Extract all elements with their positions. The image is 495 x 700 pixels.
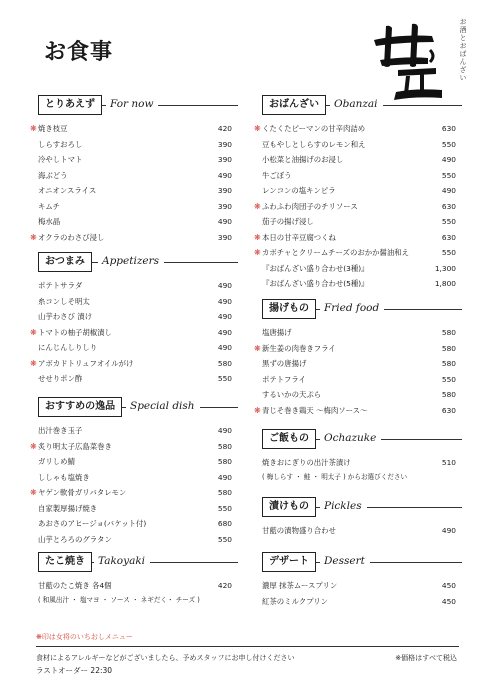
section-toriaezu (30, 95, 238, 245)
menu-item (262, 325, 462, 341)
recommend-mark-icon: ❋ (254, 405, 261, 415)
section-label: 揚げもの (262, 299, 316, 319)
menu-item-price: 630 (441, 201, 456, 211)
menu-item-price: 490 (217, 217, 232, 226)
menu-item-name: オニオンスライス (38, 186, 97, 195)
menu-item-name: くたくたピーマンの甘辛肉詰め (262, 124, 366, 133)
section-tsukemono (262, 497, 462, 539)
menu-item (262, 356, 462, 372)
menu-item-price: 580 (217, 457, 232, 466)
menu-item-name: 海ぶどう (38, 170, 68, 180)
menu-item-name: 本日の甘辛豆腐つくね (262, 232, 336, 242)
menu-item-name: レンコンの塩キンピラ (262, 186, 336, 195)
menu-item-price: 490 (217, 327, 232, 337)
menu-item-price: 390 (217, 186, 232, 195)
menu-item (262, 183, 462, 199)
menu-item-price: 490 (441, 526, 456, 535)
recommend-mark-icon: ❋ (30, 327, 37, 337)
menu-item-name: ヤゲン軟骨ガリバタレモン (38, 488, 127, 497)
menu-item-name: ポテトフライ (262, 374, 306, 384)
menu-item (30, 121, 238, 137)
menu-item-price: 390 (217, 201, 232, 211)
footer-divider (36, 646, 459, 647)
menu-item (262, 168, 462, 184)
recommend-mark-icon: ❋ (254, 201, 261, 211)
menu-item-price: 390 (217, 155, 232, 164)
item-list (262, 523, 462, 539)
menu-item (262, 387, 462, 403)
menu-item-name: 山芋とろろのグラタン (38, 534, 112, 544)
section-en-label: For now (106, 97, 158, 112)
menu-item-price: 550 (441, 248, 456, 257)
recommend-note: ❋印は女将のいちおしメニュー (36, 633, 133, 641)
menu-item (30, 356, 238, 372)
menu-item-price: 580 (441, 328, 456, 337)
menu-item (38, 168, 238, 184)
menu-item-price: 420 (217, 581, 232, 590)
recommend-mark-icon: ❋ (254, 248, 261, 257)
menu-item-name: 甘藍の漬物盛り合わせ (262, 526, 336, 535)
menu-item (38, 152, 238, 168)
menu-item (254, 121, 462, 137)
menu-item-price: 550 (441, 217, 456, 226)
menu-item-price: 580 (217, 488, 232, 497)
menu-item-name: 焼き枝豆 (38, 124, 68, 133)
menu-item (38, 454, 238, 470)
section-en-label: Ochazuke (320, 431, 381, 446)
recommend-mark-icon: ❋ (30, 441, 37, 451)
menu-item-price: 580 (217, 358, 232, 368)
menu-item-price: 580 (441, 390, 456, 399)
menu-item-name: カボチャとクリームチーズのおかか醤油和え (262, 248, 410, 257)
section-label: おつまみ (38, 252, 92, 272)
section-label: おすすめの逸品 (38, 397, 122, 417)
recommend-mark-icon: ❋ (30, 358, 37, 368)
menu-item-name: ガリしめ鯖 (38, 457, 75, 466)
section-label: おばんざい (262, 95, 326, 115)
recommend-mark-icon: ❋ (30, 124, 37, 133)
brush-logo-icon (370, 20, 456, 102)
menu-item (262, 455, 462, 471)
menu-item (38, 309, 238, 325)
section-osusume (30, 397, 238, 547)
menu-item-name: 自家製厚揚げ焼き (38, 503, 98, 513)
menu-item-name: 牛ごぼう (262, 170, 292, 180)
menu-item (262, 137, 462, 153)
section-en-label: Special dish (126, 399, 200, 414)
section-dessert (262, 552, 462, 609)
menu-item (254, 199, 462, 215)
menu-item-price: 490 (217, 281, 232, 290)
menu-item-price: 390 (217, 139, 232, 149)
menu-item-name: 甘藍のたこ焼き 各4個 (38, 581, 112, 590)
item-list (262, 578, 462, 609)
recommend-mark-icon: ❋ (30, 232, 37, 242)
menu-item-price: 1,300 (434, 263, 456, 273)
menu-item-name: にんじんしりしり (38, 343, 98, 352)
menu-item-name: ポテトサラダ (38, 281, 83, 290)
menu-item-name: せせりポン酢 (38, 374, 83, 383)
menu-item-name: 豆もやしとしらすのレモン和え (262, 139, 366, 149)
menu-item-name: するいかの天ぷら (262, 390, 322, 399)
item-list (262, 455, 462, 471)
menu-item-name: 『おばんざい盛り合わせ(5種)』 (262, 279, 369, 288)
menu-item (262, 594, 462, 610)
menu-item-price: 550 (441, 374, 456, 384)
menu-item-price: 420 (217, 124, 232, 133)
menu-item-name: しらすおろし (38, 139, 83, 149)
page-title: お食事 (44, 39, 114, 65)
menu-item-price: 490 (441, 186, 456, 195)
menu-item (38, 199, 238, 215)
menu-item (254, 403, 462, 419)
menu-item-name: 塩唐揚げ (262, 328, 292, 337)
menu-item (38, 423, 238, 439)
menu-item (38, 340, 238, 356)
takoyaki-options: ( 和風出汁 ・ 塩マヨ ・ ソース ・ ネギだく・ チーズ ) (38, 595, 200, 604)
menu-item (38, 501, 238, 517)
menu-item (262, 578, 462, 594)
item-list (38, 578, 238, 594)
menu-item-name: アボカドトリュフオイルがけ (38, 358, 134, 368)
recommend-mark-icon: ❋ (254, 343, 261, 353)
menu-item-price: 450 (441, 581, 456, 590)
section-en-label: Appetizers (98, 254, 164, 269)
menu-item-name: 炙り明太子広島菜巻き (38, 441, 112, 451)
menu-item-price: 550 (217, 374, 232, 383)
recommend-mark-icon: ❋ (30, 488, 37, 497)
menu-item-name: オクラのわさび浸し (38, 232, 105, 242)
last-order: ラストオーダー 22:30 (36, 666, 113, 675)
menu-item-name: 黒ずの唐揚げ (262, 359, 307, 368)
section-label: ご飯もの (262, 429, 316, 449)
ochazuke-options: ( 梅しらす ・ 鮭 ・ 明太子 ) からお選びください (262, 472, 408, 481)
menu-item-name: あおさのアヒージョ(バケット付) (38, 519, 147, 528)
menu-item (38, 470, 238, 486)
menu-item-name: キムチ (38, 201, 60, 211)
shop-logo (370, 12, 470, 104)
menu-item-price: 550 (441, 170, 456, 180)
menu-item-name: 新生姜の肉巻きフライ (262, 343, 336, 353)
item-list (30, 423, 238, 547)
section-en-label: Pickles (320, 499, 367, 514)
menu-item-name: 出汁巻き玉子 (38, 426, 83, 435)
item-list (30, 121, 238, 245)
menu-item (38, 371, 238, 387)
menu-item-price: 630 (441, 124, 456, 133)
item-list (254, 121, 462, 292)
menu-item-price: 490 (217, 343, 232, 352)
menu-item-price: 450 (441, 596, 456, 606)
menu-item-name: ふわふわ肉団子のチリソース (262, 201, 358, 211)
menu-item (254, 245, 462, 261)
logo-tagline: お酒とおばんざい (459, 18, 467, 82)
menu-item-price: 550 (441, 139, 456, 149)
allergy-note: 食材によるアレルギーなどがございましたら、予めスタッフにお申し付けください (36, 654, 295, 662)
menu-item-price: 510 (441, 458, 456, 467)
menu-item-name: 紅茶のミルクプリン (262, 596, 329, 606)
section-en-label: Obanzai (330, 97, 383, 112)
menu-item (262, 152, 462, 168)
menu-item-price: 490 (217, 296, 232, 306)
section-obanzai (254, 95, 462, 292)
menu-item-price: 490 (441, 155, 456, 164)
menu-item (254, 341, 462, 357)
section-label: デザート (262, 552, 316, 572)
section-label: たこ焼き (38, 552, 92, 572)
menu-item-price: 680 (217, 519, 232, 528)
menu-item-name: トマトの柚子胡椒漬し (38, 327, 112, 337)
menu-item-price: 580 (441, 343, 456, 353)
section-en-label: Takoyaki (94, 554, 150, 569)
section-takoyaki (38, 552, 238, 607)
recommend-mark-icon: ❋ (254, 232, 261, 242)
menu-item (38, 183, 238, 199)
menu-item (262, 214, 462, 230)
menu-item (262, 372, 462, 388)
menu-item (38, 516, 238, 532)
menu-item-name: 山芋わさび 漬け (38, 312, 93, 321)
menu-item-name: 青じそ巻き鶏天 ～梅肉ソース～ (262, 405, 368, 415)
menu-item-name: ししゃも塩焼き (38, 472, 90, 482)
menu-item-name: 糸コンしそ明太 (38, 296, 90, 306)
menu-item (38, 294, 238, 310)
menu-item (30, 230, 238, 246)
menu-item-price: 490 (217, 426, 232, 435)
menu-item (38, 578, 238, 594)
section-en-label: Fried food (320, 301, 384, 316)
section-otsumami (30, 252, 238, 387)
menu-item-price: 490 (217, 170, 232, 180)
menu-item (38, 278, 238, 294)
item-list (254, 325, 462, 418)
recommend-mark-icon: ❋ (254, 124, 261, 133)
menu-item (30, 325, 238, 341)
menu-item-price: 580 (217, 441, 232, 451)
menu-item-name: 冷やしトマト (38, 155, 83, 164)
menu-item-name: 濃厚 抹茶ムースプリン (262, 581, 338, 590)
tax-note: ※価格はすべて税込 (395, 654, 457, 662)
menu-item (254, 230, 462, 246)
section-en-label: Dessert (320, 554, 370, 569)
section-label: 漬けもの (262, 497, 316, 517)
menu-item-price: 490 (217, 472, 232, 482)
menu-item-price: 490 (217, 312, 232, 321)
menu-item (262, 276, 462, 292)
menu-item (38, 137, 238, 153)
menu-item-price: 580 (441, 359, 456, 368)
menu-item-price: 1,800 (434, 279, 456, 288)
menu-item-price: 550 (217, 503, 232, 513)
menu-item (262, 523, 462, 539)
menu-item (262, 261, 462, 277)
section-agemono (254, 299, 462, 418)
item-list (30, 278, 238, 387)
menu-item (30, 439, 238, 455)
section-label: とりあえず (38, 95, 102, 115)
menu-item-name: 茄子の揚げ浸し (262, 217, 314, 226)
menu-item-name: 焼きおにぎりの出汁茶漬け (262, 458, 351, 467)
menu-item-price: 630 (441, 232, 456, 242)
menu-item-name: 梅水晶 (38, 217, 61, 226)
menu-item-price: 550 (217, 534, 232, 544)
section-gohanmono (262, 429, 462, 484)
menu-item (38, 214, 238, 230)
menu-item (30, 485, 238, 501)
menu-item (38, 532, 238, 548)
menu-item-price: 630 (441, 405, 456, 415)
menu-item-name: 小松菜と油揚げのお浸し (262, 155, 344, 164)
menu-item-price: 390 (217, 232, 232, 242)
menu-item-name: 『おばんざい盛り合わせ(3種)』 (262, 263, 369, 273)
